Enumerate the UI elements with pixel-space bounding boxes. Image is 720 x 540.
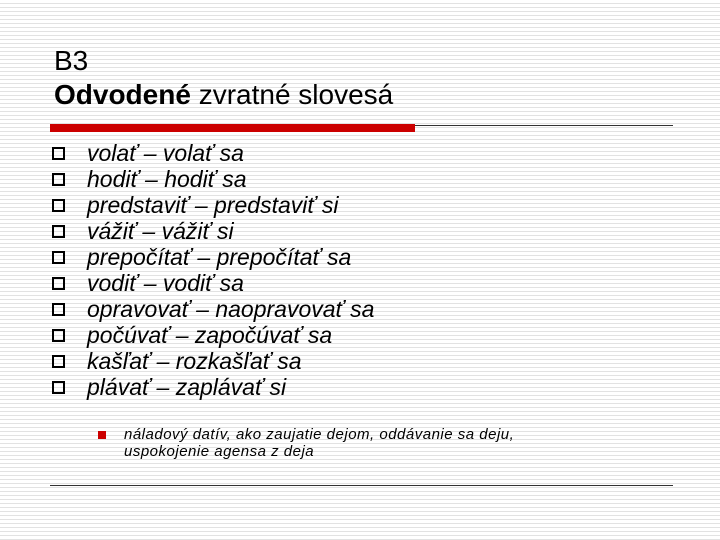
slide-title (54, 44, 393, 112)
verb-list (52, 140, 374, 400)
list-item (52, 348, 374, 374)
list-item (52, 244, 374, 270)
hollow-square-bullet-icon (52, 173, 65, 186)
verb-pair: vážiť – vážiť si (87, 218, 234, 244)
filled-square-bullet-icon (98, 431, 106, 439)
footer-divider (50, 485, 673, 486)
title-subtitle (54, 78, 393, 112)
list-item (52, 218, 374, 244)
list-item (52, 296, 374, 322)
verb-pair: plávať – zaplávať si (87, 374, 287, 400)
hollow-square-bullet-icon (52, 303, 65, 316)
verb-pair: opravovať – naopravovať sa (87, 296, 375, 322)
list-item (52, 270, 374, 296)
verb-pair: prepočítať – prepočítať sa (87, 244, 352, 270)
sub-bullet-note (98, 426, 514, 460)
list-item (52, 322, 374, 348)
title-divider (415, 125, 673, 126)
list-item (52, 166, 374, 192)
verb-pair: predstaviť – predstaviť si (87, 192, 339, 218)
hollow-square-bullet-icon (52, 147, 65, 160)
verb-pair: hodiť – hodiť sa (87, 166, 247, 192)
list-item (52, 140, 374, 166)
title-emphasis: Odvodené (54, 79, 191, 110)
hollow-square-bullet-icon (52, 225, 65, 238)
title-code: B3 (54, 45, 89, 76)
title-accent-bar (50, 124, 415, 132)
list-item (52, 192, 374, 218)
hollow-square-bullet-icon (52, 355, 65, 368)
hollow-square-bullet-icon (52, 329, 65, 342)
verb-pair: počúvať – započúvať sa (87, 322, 333, 348)
note-text (124, 426, 514, 460)
note-line: náladový datív, ako zaujatie dejom, oddávanie sa deju, (124, 426, 515, 443)
title-rest: zvratné slovesá (190, 79, 394, 110)
hollow-square-bullet-icon (52, 251, 65, 264)
hollow-square-bullet-icon (52, 381, 65, 394)
verb-pair: volať – volať sa (87, 140, 244, 166)
list-item (52, 374, 374, 400)
note-line: uspokojenie agensa z deja (124, 443, 315, 460)
hollow-square-bullet-icon (52, 277, 65, 290)
verb-pair: vodiť – vodiť sa (87, 270, 244, 296)
hollow-square-bullet-icon (52, 199, 65, 212)
verb-pair: kašľať – rozkašľať sa (87, 348, 302, 374)
